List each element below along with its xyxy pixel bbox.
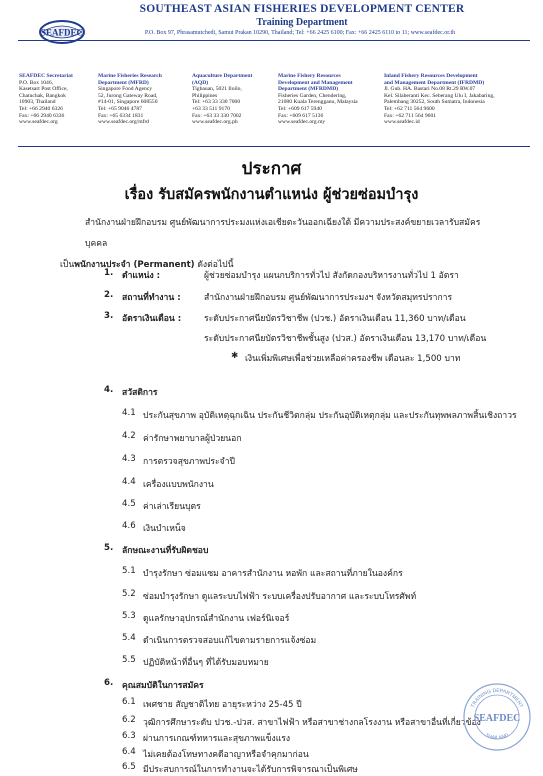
- logo-text: SEAFDEC: [40, 27, 84, 38]
- office-line: Fisheries Garden, Chendering,: [278, 92, 347, 99]
- intro-line-1: สำนักงานฝ่ายฝึกอบรม ศูนย์พัฒนาการประมงแห่งเอเชียตะวันออกเฉียงใต้ มีความประสงค์ขยายเวลารับสมัครบุคคล: [85, 218, 481, 249]
- qualifications-heading: คุณสมบัติในการสมัคร: [122, 681, 204, 691]
- welfare-item-number: 4.3: [122, 454, 136, 464]
- stamp-center-text: SEAFDEC: [473, 713, 521, 724]
- welfare-item-number: 4.5: [122, 499, 136, 509]
- welfare-item: ค่ารักษาพยาบาลผู้ป่วยนอก: [143, 434, 242, 444]
- duty-item-number: 5.4: [122, 633, 136, 643]
- duty-item-number: 5.2: [122, 589, 136, 599]
- offices-rule: [18, 146, 530, 147]
- duty-item: บำรุงรักษา ซ่อมแซม อาคารสำนักงาน หอพัก และสถานที่ภายในองค์กร: [143, 569, 403, 579]
- item-2-number: 2.: [104, 290, 114, 300]
- office-line: Fax: +609 617 5136: [278, 112, 324, 119]
- office-line: 52, Jurong Gateway Road,: [98, 92, 158, 99]
- qualification-item: มีประสบการณ์ในการทำงานจะได้รับการพิจารณาเป็นพิเศษ: [143, 765, 358, 775]
- seafdec-stamp-icon: [462, 682, 532, 752]
- office-line: Tel: +63 33 330 7000: [192, 99, 241, 106]
- intro-bold: พนักงานประจำ (Permanent): [74, 260, 195, 270]
- stamp-bottom-text: THAILAND: [484, 732, 510, 742]
- office-line: 10903, Thailand: [19, 99, 56, 106]
- welfare-item-number: 4.1: [122, 408, 136, 418]
- duties-heading: ลักษณะงานที่รับผิดชอบ: [122, 546, 209, 556]
- intro-paragraph: [60, 213, 500, 276]
- welfare-item-number: 4.6: [122, 521, 136, 531]
- office-title: Inland Fishery Resources Development: [384, 73, 478, 79]
- office-title: SEAFDEC Secretariat: [19, 73, 73, 79]
- welfare-item: การตรวจสุขภาพประจำปี: [143, 457, 235, 467]
- office-line: Philippines: [192, 92, 218, 99]
- office-line: www.seafdec.id: [384, 119, 420, 126]
- office-line: Tel: +609 617 5940: [278, 105, 322, 112]
- office-title: Department (MFRDMD): [278, 86, 339, 93]
- item-number: 1.: [104, 268, 114, 278]
- office-title: Department (MFRD): [98, 79, 149, 86]
- office-line: Fax: +65 6334 1831: [98, 112, 144, 119]
- item-3-label: อัตราเงินเดือน :: [122, 314, 182, 324]
- office-line: Chatuchak, Bangkok: [19, 92, 66, 99]
- duty-item: ปฏิบัติหน้าที่อื่นๆ ที่ได้รับมอบหมาย: [143, 658, 269, 668]
- qualification-item: ผ่านการเกณฑ์ทหารและสุขภาพแข็งแรง: [143, 734, 291, 744]
- office-line: www.seafdec.org: [19, 119, 58, 126]
- qualification-item: เพศชาย สัญชาติไทย อายุระหว่าง 25-45 ปี: [143, 700, 302, 710]
- welfare-item: ประกันสุขภาพ อุบัติเหตุฉุกเฉิน ประกันชีวิตกลุ่ม ประกันอุบัติเหตุกลุ่ม และประกันทุพพลภาพสิ้นเชิงถาวร: [143, 411, 517, 421]
- item-2-label: สถานที่ทำงาน :: [122, 293, 181, 303]
- duty-item: ซ่อมบำรุงรักษา ดูแลระบบไฟฟ้า ระบบเครื่องปรับอากาศ และระบบโทรศัพท์: [143, 592, 417, 602]
- duty-item-number: 5.5: [122, 655, 136, 665]
- office-title: Marine Fisheries Research: [98, 73, 162, 79]
- header-rule: [18, 40, 530, 41]
- qualification-item-number: 6.2: [122, 715, 136, 725]
- department-name: Training Department: [256, 17, 348, 28]
- welfare-number: 4.: [104, 385, 114, 395]
- office-title: Development and Management: [278, 79, 353, 86]
- office-line: 21080 Kuala Terengganu, Malaysia: [278, 99, 358, 106]
- office-title: Marine Fishery Resources: [278, 73, 341, 79]
- office-line: Singapore Food Agency: [98, 86, 153, 93]
- item-1: [104, 268, 113, 278]
- office-line: P.O. Box 1046,: [19, 79, 54, 86]
- qualifications-number: 6.: [104, 678, 114, 688]
- office-line: www.seafdec.org.my: [278, 119, 326, 126]
- office-line: Jl. Gub. HA. Bastari No.08 Rt.29 RW.07: [384, 86, 476, 93]
- duty-item: ดูแลรักษาอุปกรณ์สำนักงาน เฟอร์นิเจอร์: [143, 614, 290, 624]
- qualification-item-number: 6.1: [122, 697, 136, 707]
- office-line: www.seafdec.org.ph: [192, 119, 238, 126]
- office-line: Kel. Silaberanti Kec. Seberang Ulu I, Jakabaring,: [384, 92, 495, 99]
- office-line: Tel: +65 9046 4787: [98, 105, 142, 112]
- duty-item-number: 5.3: [122, 611, 136, 621]
- intro-prefix: เป็น: [60, 260, 75, 270]
- announcement-title: ประกาศ: [241, 159, 302, 179]
- office-title: and Management Department (IFRDMD): [384, 79, 485, 86]
- office-line: Tel: +62 711 564 9600: [384, 105, 435, 112]
- office-secretariat: [19, 73, 97, 126]
- intro-suffix: ดังต่อไปนี้: [194, 260, 234, 270]
- office-line: Fax: +63 33 330 7002: [192, 112, 242, 119]
- item-3-value: ระดับประกาศนียบัตรวิชาชีพ (ปวช.) อัตราเงินเดือน 11,360 บาท/เดือน: [204, 314, 466, 324]
- office-line: Kasetsart Post Office,: [19, 86, 68, 93]
- qualification-item-number: 6.4: [122, 747, 136, 757]
- qualification-item: ไม่เคยต้องโทษทางคดีอาญาหรือจำคุกมาก่อน: [143, 750, 309, 760]
- office-mfrd: [98, 73, 190, 126]
- announcement-subject: เรื่อง รับสมัครพนักงานตำแหน่ง ผู้ช่วยซ่อมบำรุง: [124, 187, 419, 203]
- org-name: SOUTHEAST ASIAN FISHERIES DEVELOPMENT CENTER: [139, 3, 465, 15]
- qualification-item: วุฒิการศึกษาระดับ ปวช.-ปวส. สาขาไฟฟ้า หรือสาขาช่างกลโรงงาน หรือสาขาอื่นที่เกี่ยวข้อง: [143, 718, 481, 728]
- office-title: (AQD): [192, 79, 209, 86]
- office-aqd: [192, 73, 276, 126]
- item-1-label: ตำแหน่ง :: [122, 271, 161, 281]
- item-3-note-bullet-icon: ✱: [231, 351, 239, 361]
- duty-item: ดำเนินการตรวจสอบแก้ไขตามรายการแจ้งซ่อม: [143, 636, 317, 646]
- office-line: +63 33 511 9170: [192, 105, 230, 112]
- item-1-value: ผู้ช่วยซ่อมบำรุง แผนกบริการทั่วไป สังกัดกองบริหารงานทั่วไป 1 อัตรา: [204, 271, 459, 281]
- welfare-item: เงินบำเหน็จ: [143, 524, 186, 534]
- office-ifrdmd: [384, 73, 532, 126]
- office-line: #14-01, Singapore 608550: [98, 99, 158, 106]
- stamp-top-text: TRAINING DEPARTMENT: [470, 687, 524, 709]
- item-3-note: เงินเพิ่มพิเศษเพื่อช่วยเหลือค่าครองชีพ เดือนละ 1,500 บาท: [245, 354, 461, 364]
- welfare-heading: สวัสดิการ: [122, 388, 158, 398]
- welfare-item: เครื่องแบบพนักงาน: [143, 480, 214, 490]
- welfare-item-number: 4.2: [122, 431, 136, 441]
- office-mfrdmd: [278, 73, 382, 126]
- qualification-item-number: 6.3: [122, 731, 136, 741]
- svg-text:THAILAND: [484, 732, 510, 741]
- office-line: Tigbauan, 5021 Iloilo,: [192, 86, 242, 93]
- office-line: Palembang 30252, South Sumatra, Indonesia: [384, 99, 485, 106]
- office-title: Aquaculture Department: [192, 73, 253, 79]
- item-3-value-2: ระดับประกาศนียบัตรวิชาชีพชั้นสูง (ปวส.) อัตราเงินเดือน 13,170 บาท/เดือน: [204, 334, 487, 344]
- hq-address: P.O. Box 97, Phrasamutchedi, Samut Prakan 10290, Thailand; Tel: +66 2425 6100; Fax: +66 2425 6110 to 11; www.seafdec.or.th: [144, 30, 456, 36]
- item-3-number: 3.: [104, 311, 114, 321]
- office-line: www.seafdec.org/mfrd: [98, 119, 150, 126]
- qualification-item-number: 6.5: [122, 762, 136, 772]
- welfare-item: ค่าเล่าเรียนบุตร: [143, 502, 201, 512]
- duties-number: 5.: [104, 543, 114, 553]
- welfare-item-number: 4.4: [122, 477, 136, 487]
- duty-item-number: 5.1: [122, 566, 136, 576]
- item-2-value: สำนักงานฝ่ายฝึกอบรม ศูนย์พัฒนาการประมงฯ จังหวัดสมุทรปราการ: [204, 293, 453, 303]
- office-line: Fax: +62 711 564 9601: [384, 112, 437, 119]
- office-line: Tel: +66 2940 6326: [19, 105, 63, 112]
- office-line: Fax: +66 2940 6336: [19, 112, 65, 119]
